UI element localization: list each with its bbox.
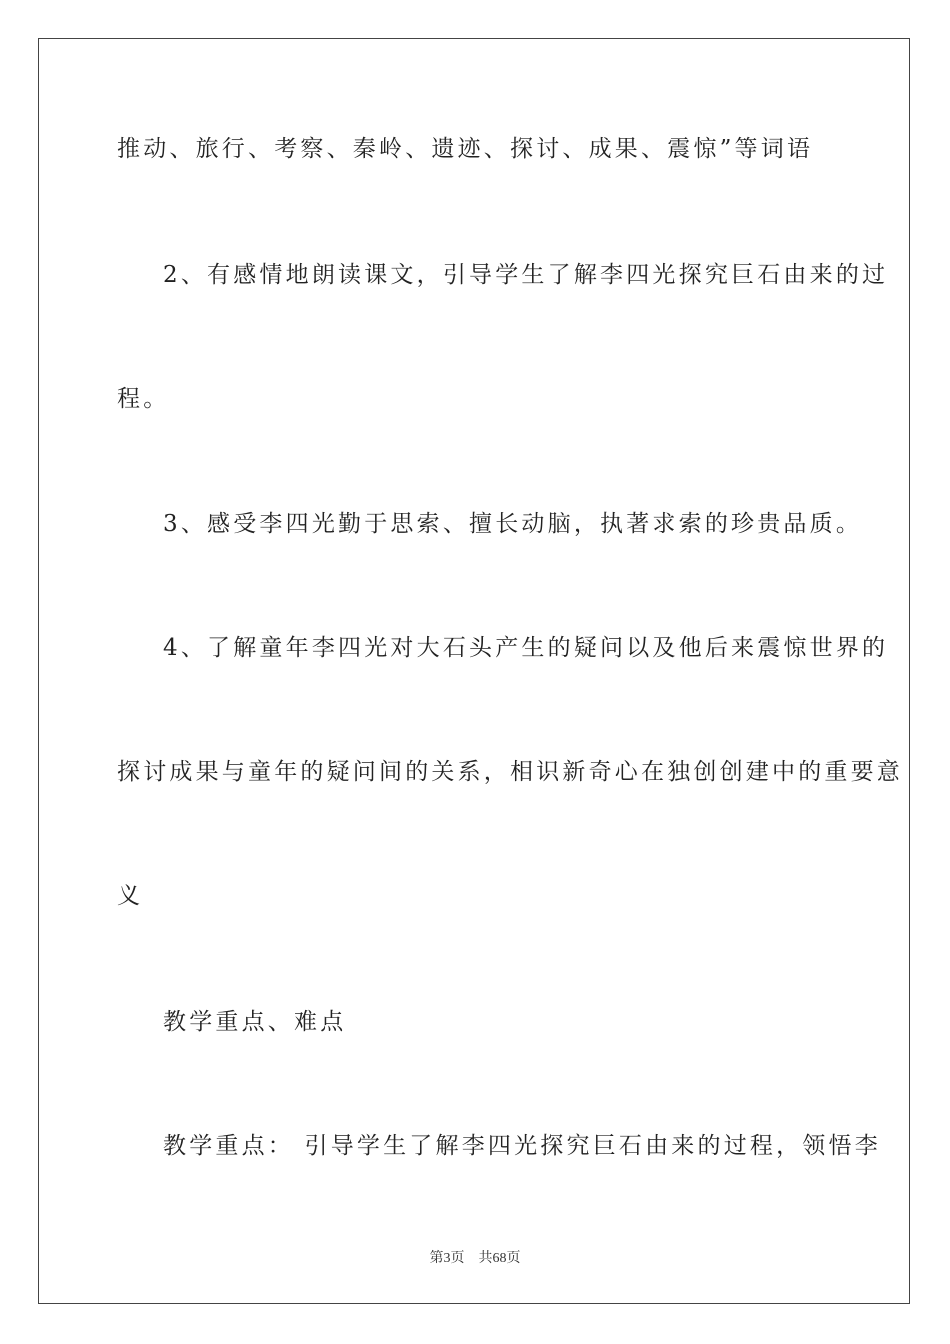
text-line-key-point: 教学重点： 引导学生了解李四光探究巨石由来的过程，领悟李 (163, 1133, 881, 1159)
page-number-footer: 第3页 共68页 (429, 1251, 521, 1266)
text-line-objective-3: 3、感受李四光勤于思索、擅长动脑，执著求索的珍贵品质。 (163, 511, 863, 537)
text-line-objective-2-cont: 程。 (117, 386, 170, 412)
text-line-objective-4: 4、了解童年李四光对大石头产生的疑问以及他后来震惊世界的 (163, 635, 889, 661)
text-line-vocabulary: 推动、旅行、考察、秦岭、遗迹、探讨、成果、震惊”等词语 (117, 136, 814, 162)
page-border (38, 38, 910, 1304)
text-line-objective-4-end: 义 (117, 883, 144, 909)
section-heading-key-points: 教学重点、难点 (163, 1009, 347, 1035)
text-line-objective-4-cont: 探讨成果与童年的疑问间的关系，相识新奇心在独创创建中的重要意 (117, 759, 903, 785)
text-line-objective-2: 2、有感情地朗读课文，引导学生了解李四光探究巨石由来的过 (163, 262, 889, 288)
